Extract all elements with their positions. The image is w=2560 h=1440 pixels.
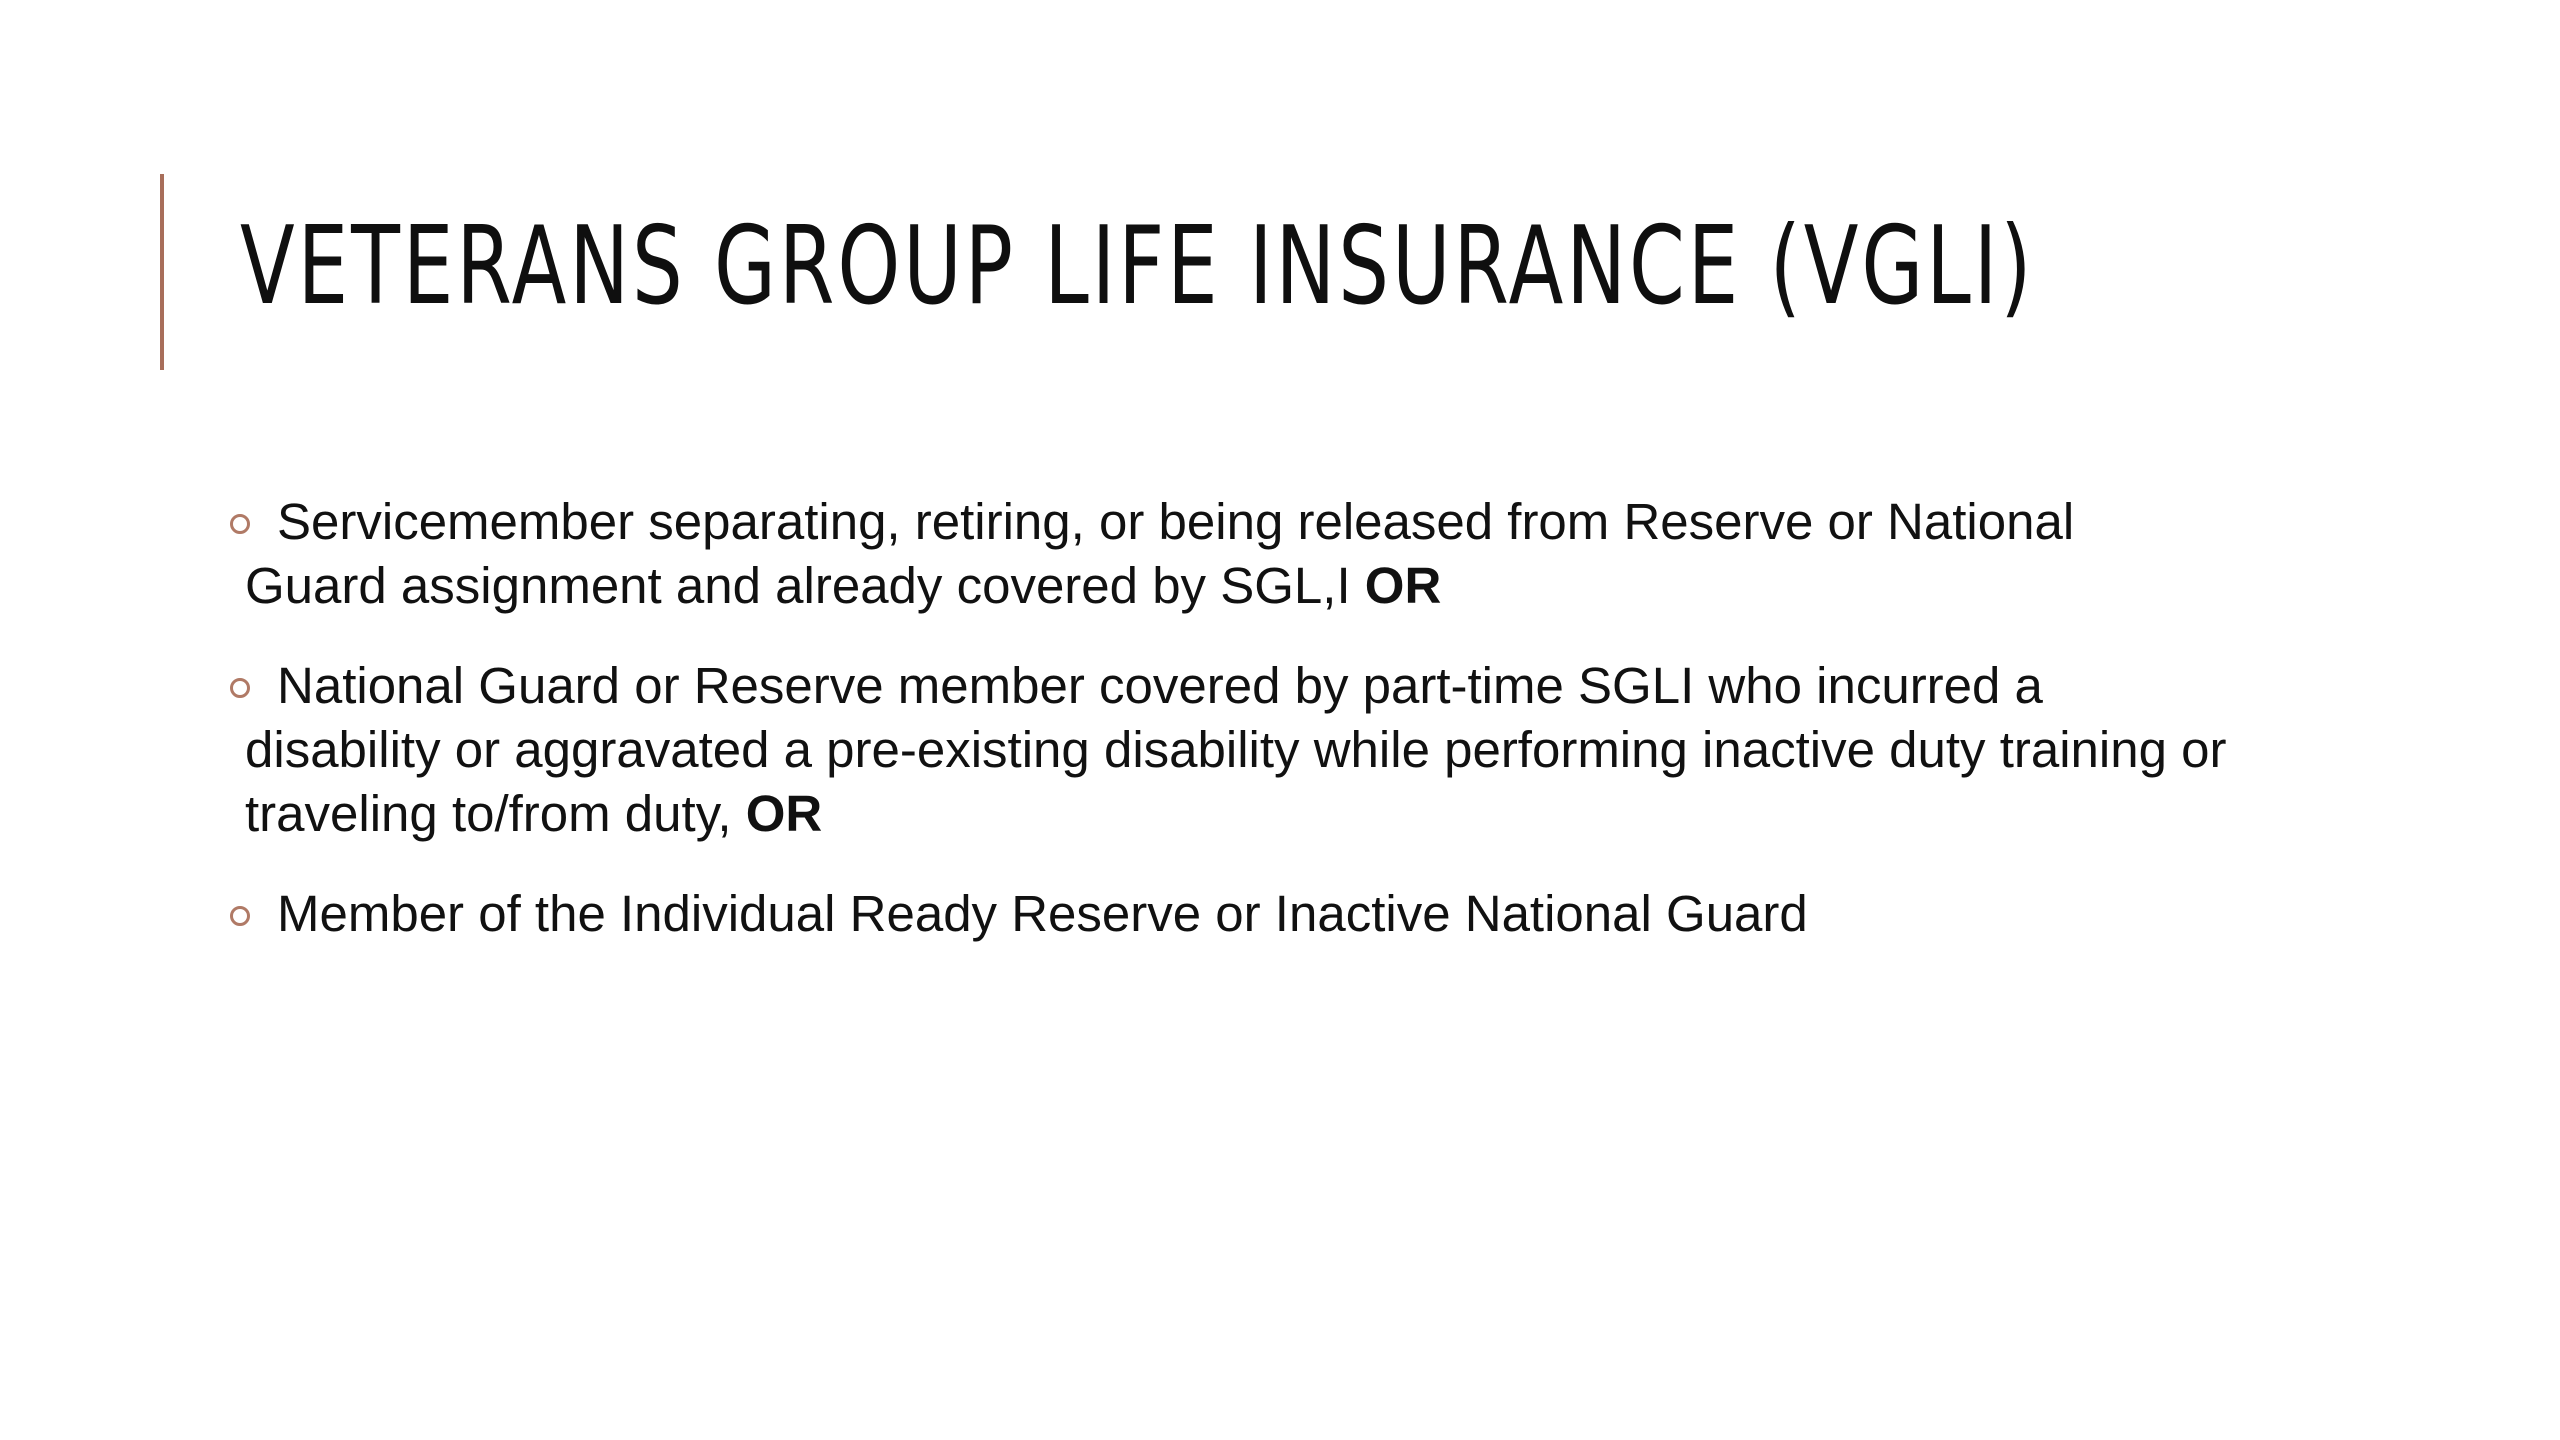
hollow-circle-bullet-icon — [230, 678, 250, 698]
bullet-item — [228, 882, 2228, 946]
bullet-emphasis: OR — [745, 785, 823, 842]
bullet-item — [228, 490, 2228, 618]
hollow-circle-bullet-icon — [230, 514, 250, 534]
bullet-item — [228, 654, 2228, 846]
hollow-circle-bullet-icon — [230, 906, 250, 926]
title-accent-bar — [160, 174, 164, 370]
bullet-text: Member of the Individual Ready Reserve or Inactive National Guard — [277, 885, 1808, 942]
bullet-emphasis: OR — [1364, 557, 1442, 614]
slide-title: VETERANS GROUP LIFE INSURANCE (VGLI) — [240, 204, 2035, 329]
bullet-text: National Guard or Reserve member covered by part-time SGLI who incurred a disability or aggravated a pre-existing disability while performing inactive duty training or traveling to/from duty, — [245, 657, 2227, 842]
bullet-list — [228, 490, 2228, 982]
bullet-text: Servicemember separating, retiring, or being released from Reserve or National Guard assignment and already covered by SGL,I — [245, 493, 2075, 614]
